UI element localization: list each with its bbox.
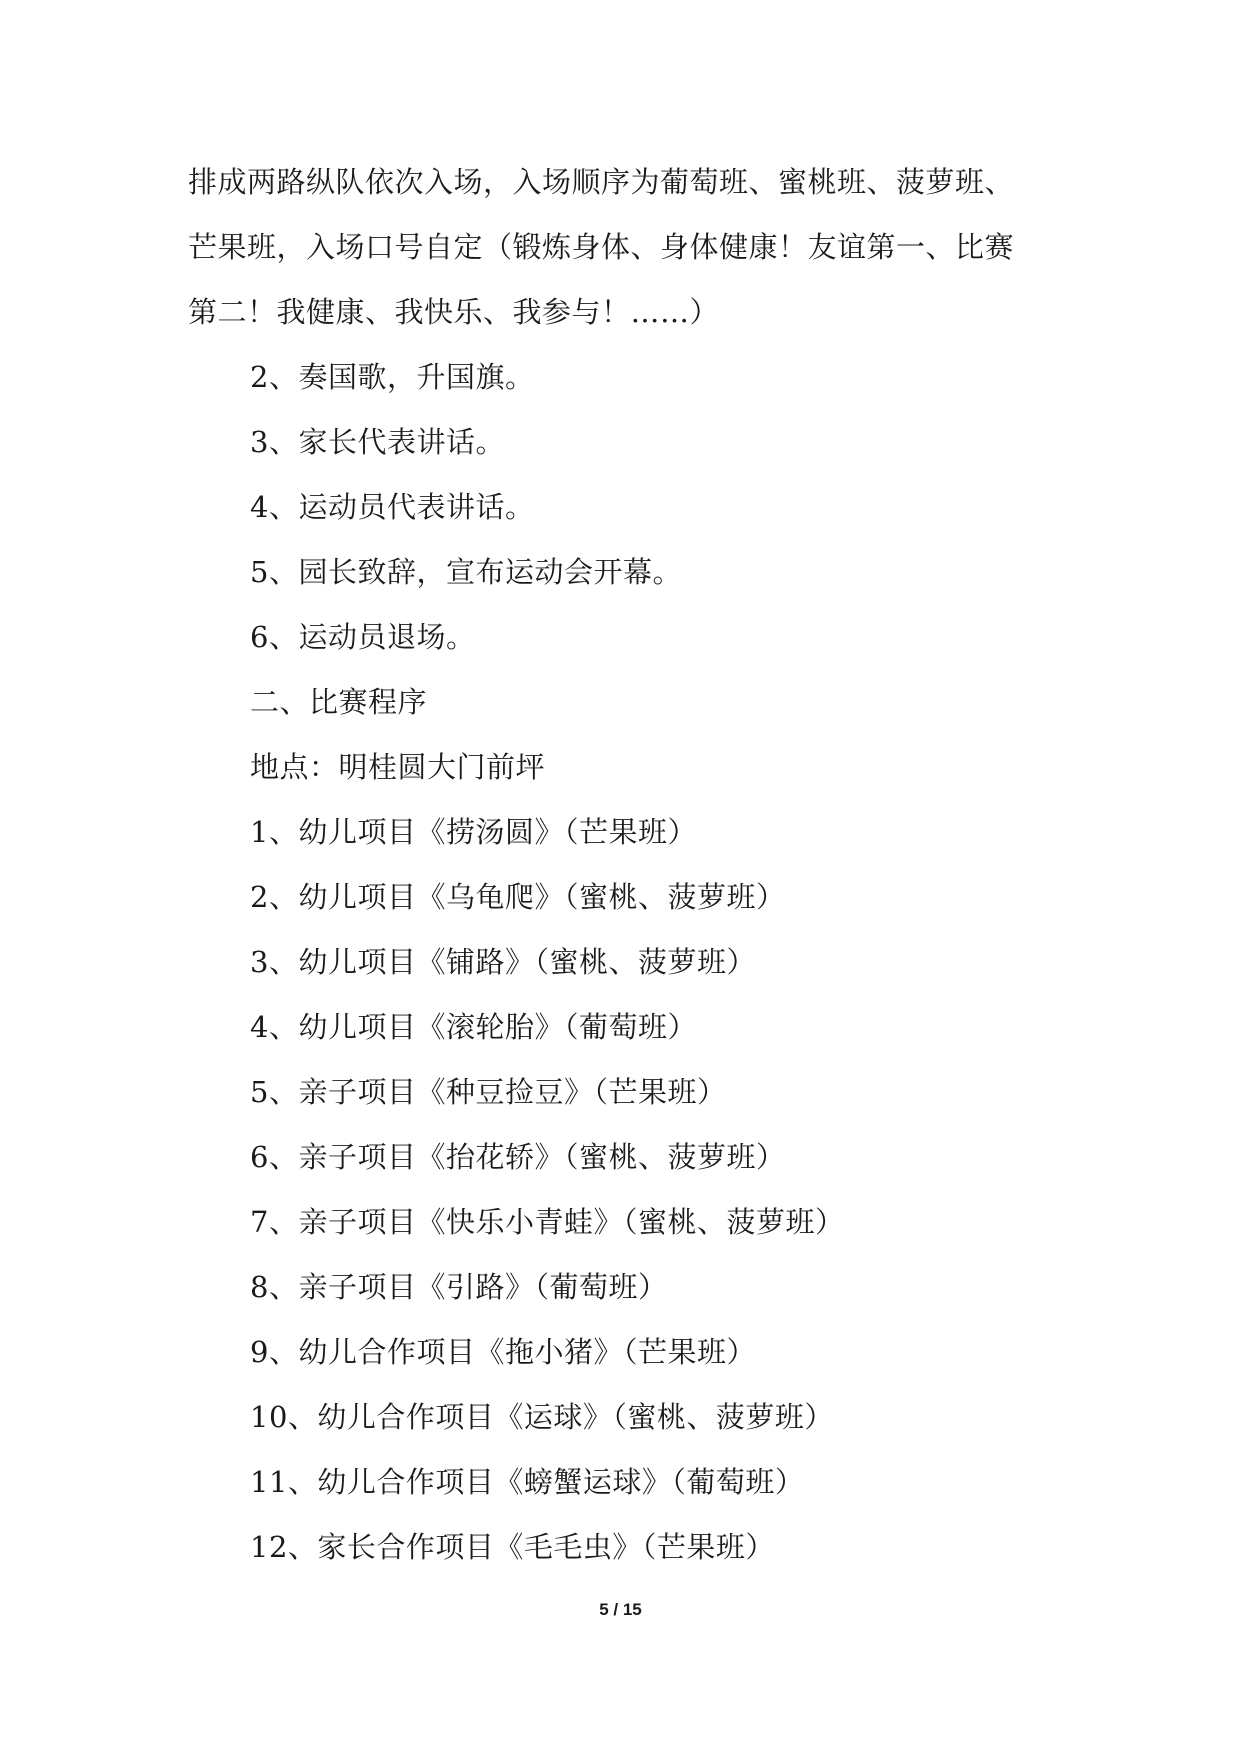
list-item: 3、幼儿项目《铺路》（蜜桃、菠萝班） (250, 945, 756, 979)
intro-line: 第二！我健康、我快乐、我参与！……） (188, 295, 720, 329)
list-item: 2、幼儿项目《乌龟爬》（蜜桃、菠萝班） (250, 880, 786, 914)
list-item: 4、运动员代表讲话。 (250, 490, 535, 524)
list-item: 6、亲子项目《抬花轿》（蜜桃、菠萝班） (250, 1140, 786, 1174)
intro-paragraph (188, 150, 1078, 345)
list-item: 1、幼儿项目《捞汤圆》（芒果班） (250, 815, 697, 849)
list-item: 6、运动员退场。 (250, 620, 476, 654)
list-item: 5、亲子项目《种豆捡豆》（芒果班） (250, 1075, 727, 1109)
page-number: 5 / 15 (599, 1600, 642, 1619)
list-item: 11、幼儿合作项目《螃蟹运球》（葡萄班） (250, 1465, 805, 1499)
list-item: 12、家长合作项目《毛毛虫》（芒果班） (250, 1530, 775, 1564)
list-item: 3、家长代表讲话。 (250, 425, 505, 459)
list-item: 10、幼儿合作项目《运球》（蜜桃、菠萝班） (250, 1400, 834, 1434)
section-heading: 二、比赛程序 (250, 685, 428, 719)
list-item: 8、亲子项目《引路》（葡萄班） (250, 1270, 668, 1304)
location-line: 地点：明桂圆大门前坪 (250, 750, 546, 784)
intro-line: 排成两路纵队依次入场，入场顺序为葡萄班、蜜桃班、菠萝班、 (188, 165, 1015, 199)
list-item: 7、亲子项目《快乐小青蛙》（蜜桃、菠萝班） (250, 1205, 845, 1239)
list-item: 4、幼儿项目《滚轮胎》（葡萄班） (250, 1010, 697, 1044)
list-item: 2、奏国歌，升国旗。 (250, 360, 535, 394)
list-item: 5、园长致辞，宣布运动会开幕。 (250, 555, 682, 589)
intro-line: 芒果班，入场口号自定（锻炼身体、身体健康！友谊第一、比赛 (188, 230, 1015, 264)
list-item: 9、幼儿合作项目《拖小猪》（芒果班） (250, 1335, 756, 1369)
